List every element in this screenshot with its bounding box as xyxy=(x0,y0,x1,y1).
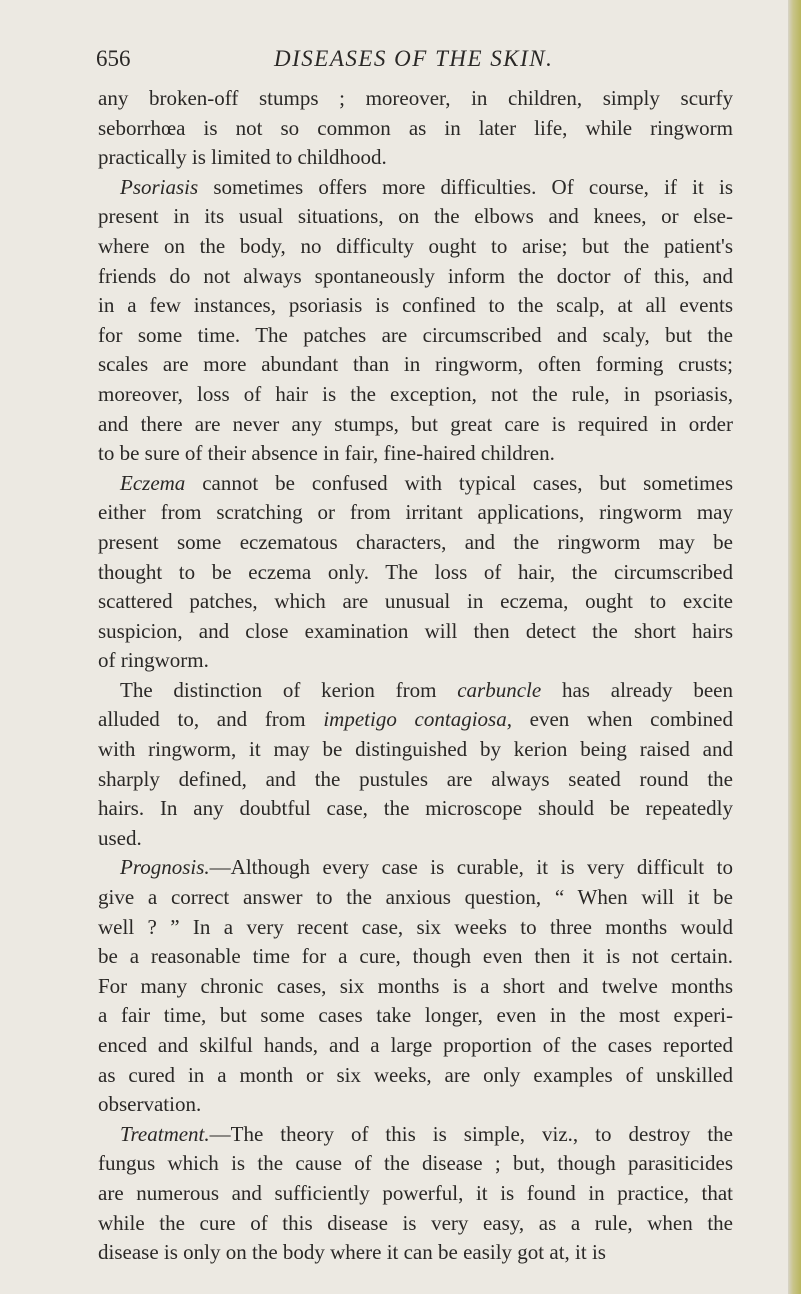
text-run: in a few instances, psoriasis is confined to the scalp, at all events xyxy=(98,293,733,318)
text-line xyxy=(98,972,733,1002)
running-head: DISEASES OF THE SKIN. xyxy=(274,46,554,71)
text-run: present some eczematous characters, and the ringworm may be xyxy=(98,529,733,554)
text-line xyxy=(98,380,733,410)
text-line xyxy=(98,853,733,883)
text-run: moreover, loss of hair is the exception, not the rule, in psoriasis, xyxy=(98,381,733,406)
text-line xyxy=(98,202,733,232)
text-line xyxy=(98,469,733,499)
text-line xyxy=(98,173,733,203)
body-text xyxy=(98,84,733,1268)
italic-term: Prognosis. xyxy=(120,855,210,880)
text-line xyxy=(98,350,733,380)
text-line xyxy=(98,1179,733,1209)
text-line xyxy=(98,617,733,647)
text-run: sharply defined, and the pustules are always seated round the xyxy=(98,766,733,791)
text-line xyxy=(98,321,733,351)
text-run: has already been xyxy=(541,677,733,702)
text-run: used. xyxy=(98,825,142,850)
text-line xyxy=(98,883,733,913)
text-line xyxy=(98,913,733,943)
text-run: present in its usual situations, on the elbows and knees, or else- xyxy=(98,204,733,229)
text-run: —Although every case is curable, it is very difficult to xyxy=(209,855,733,880)
text-run: fungus which is the cause of the disease ; but, though parasiticides xyxy=(98,1151,733,1176)
text-run: observation. xyxy=(98,1092,202,1117)
text-line xyxy=(98,1031,733,1061)
text-run: seborrhœa is not so common as in later life, while ringworm xyxy=(98,115,733,140)
text-line xyxy=(98,1238,733,1268)
text-run: practically is limited to childhood. xyxy=(98,145,387,170)
text-run: are numerous and sufficiently powerful, it is found in practice, that xyxy=(98,1180,733,1205)
text-run: suspicion, and close examination will then detect the short hairs xyxy=(98,618,733,643)
page-edge xyxy=(788,0,801,1294)
text-run: even when combined xyxy=(511,707,733,732)
text-line xyxy=(98,705,733,735)
italic-term: Psoriasis xyxy=(120,174,199,199)
text-line xyxy=(98,262,733,292)
text-line xyxy=(98,498,733,528)
text-line xyxy=(98,558,733,588)
text-line xyxy=(98,735,733,765)
text-line xyxy=(98,528,733,558)
text-run: any broken-off stumps ; moreover, in children, simply scurfy xyxy=(98,86,733,110)
text-run: be a reasonable time for a cure, though even then it is not certain. xyxy=(98,944,733,969)
text-line xyxy=(98,676,733,706)
text-line xyxy=(98,84,733,114)
text-run: hairs. In any doubtful case, the microscope should be repeatedly xyxy=(98,796,733,821)
text-run: thought to be eczema only. The loss of hair, the circumscribed xyxy=(98,559,733,584)
page-number: 656 xyxy=(96,46,131,71)
text-run: sometimes offers more difficulties. Of course, if it is xyxy=(198,174,733,199)
italic-term: impetigo contagiosa, xyxy=(323,707,512,732)
text-run: either from scratching or from irritant applications, ringworm may xyxy=(98,500,733,525)
page-header xyxy=(96,42,736,74)
text-run: a fair time, but some cases take longer, even in the most experi- xyxy=(98,1003,733,1028)
text-run: alluded to, and from xyxy=(98,707,324,732)
text-run: —The theory of this is simple, viz., to destroy the xyxy=(209,1121,733,1146)
text-run: friends do not always spontaneously inform the doctor of this, and xyxy=(98,263,733,288)
text-run: as cured in a month or six weeks, are only examples of unskilled xyxy=(98,1062,733,1087)
text-run: while the cure of this disease is very easy, as a rule, when the xyxy=(98,1210,733,1235)
text-run: For many chronic cases, six months is a short and twelve months xyxy=(98,973,733,998)
text-line xyxy=(98,439,733,469)
text-line xyxy=(98,291,733,321)
text-line xyxy=(98,410,733,440)
text-line xyxy=(98,143,733,173)
text-run: to be sure of their absence in fair, fine-haired children. xyxy=(98,441,555,466)
text-line xyxy=(98,765,733,795)
text-run: cannot be confused with typical cases, but sometimes xyxy=(185,470,733,495)
text-run: and there are never any stumps, but great care is required in order xyxy=(98,411,733,436)
text-run: of ringworm. xyxy=(98,648,209,673)
text-line xyxy=(98,587,733,617)
text-run: scales are more abundant than in ringworm, often forming crusts; xyxy=(98,352,733,377)
italic-term: Eczema xyxy=(120,470,186,495)
text-line xyxy=(98,942,733,972)
text-line xyxy=(98,232,733,262)
text-line xyxy=(98,794,733,824)
text-line xyxy=(98,1209,733,1239)
text-line xyxy=(98,646,733,676)
text-run: well ? ” In a very recent case, six weeks to three months would xyxy=(98,914,733,939)
text-run: with ringworm, it may be distinguished by kerion being raised and xyxy=(98,737,733,762)
text-run: for some time. The patches are circumscribed and scaly, but the xyxy=(98,322,733,347)
text-run: The distinction of kerion from xyxy=(120,677,458,702)
text-line xyxy=(98,1090,733,1120)
text-line xyxy=(98,1001,733,1031)
text-line xyxy=(98,1061,733,1091)
text-line xyxy=(98,114,733,144)
text-line xyxy=(98,1149,733,1179)
text-run: where on the body, no difficulty ought to arise; but the patient's xyxy=(98,233,733,258)
text-line xyxy=(98,1120,733,1150)
text-run: scattered patches, which are unusual in eczema, ought to excite xyxy=(98,589,733,614)
text-run: give a correct answer to the anxious question, “ When will it be xyxy=(98,885,733,910)
text-run: enced and skilful hands, and a large proportion of the cases reported xyxy=(98,1033,733,1057)
italic-term: carbuncle xyxy=(457,677,542,702)
text-run: disease is only on the body where it can be easily got at, it is xyxy=(98,1240,606,1265)
italic-term: Treatment. xyxy=(120,1121,210,1146)
text-line xyxy=(98,824,733,854)
